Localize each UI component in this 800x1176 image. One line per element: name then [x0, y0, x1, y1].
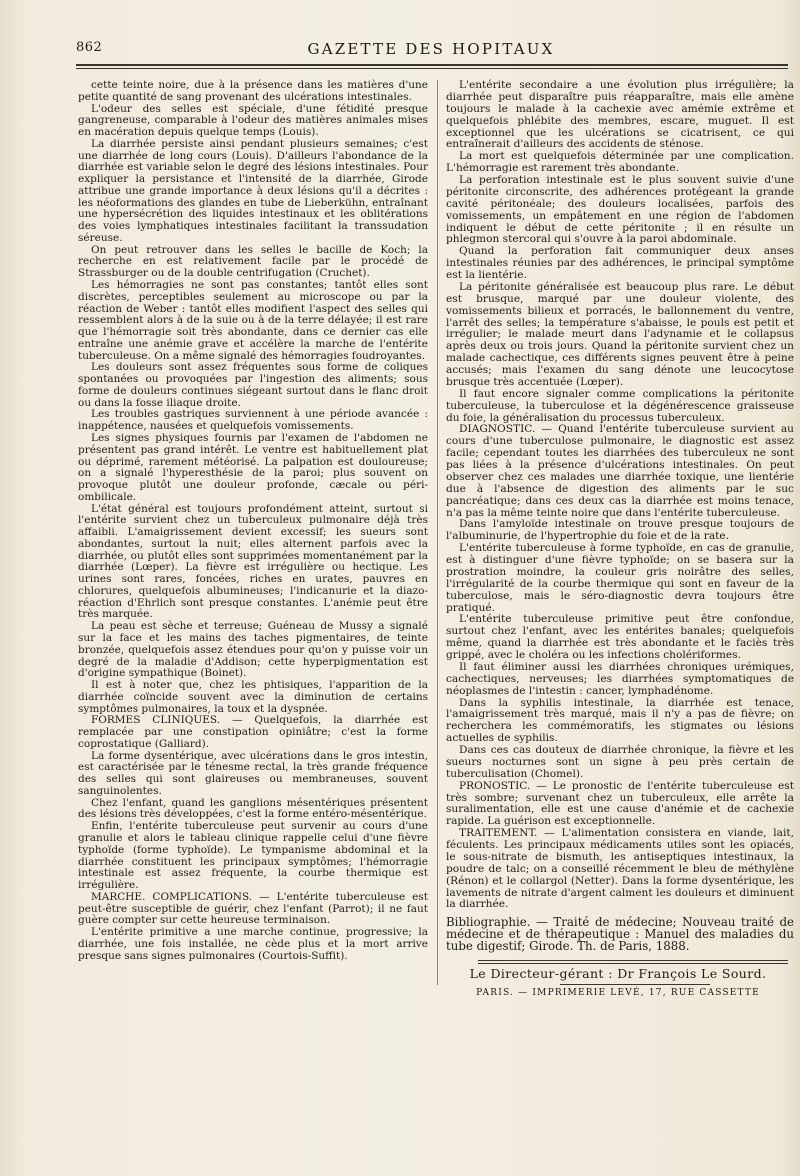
paragraph: Il faut encore signaler comme complications la péritonite tuberculeuse, la tuberculose et la dégénérescence graisseuse du foie, la généralisation du processus tuberculeux. — [446, 387, 794, 424]
paragraph: L'entérite secondaire a une évolution plus irrégulière; la diarrhée peut disparaître puis réapparaître, mais elle amène toujours le malade à la cachexie avec amémie extrême et quelquefois phlébite des membres, escare, muguet. Il est exceptionnel que les ulcérations se cicatrisent, ce qui entraînerait d'ailleurs des accidents de sténose. — [446, 79, 794, 151]
paragraph: L'entérite tuberculeuse primitive peut être confondue, surtout chez l'enfant, avec les entérites banales; quelquefois même, quand la diarrhée est très abondante et le faciès très grippé, avec le choléra ou les infections cholériformes. — [446, 613, 794, 661]
header-rule-thin — [76, 68, 788, 69]
paragraph: Quand la perforation fait communiquer deux anses intestinales réunies par des adhérences, le principal symptôme est la lientérie. — [446, 245, 794, 281]
paragraph: FORMES CLINIQUES. — Quelquefois, la diarrhée est remplacée par une constipation opiniâtre; c'est la forme coprostatique (Galliard). — [78, 714, 428, 750]
right-column — [446, 80, 794, 953]
paragraph: Chez l'enfant, quand les ganglions mésentériques présentent des lésions très développées, c'est la forme entéro-mésentérique. — [78, 796, 428, 821]
printer-line: PARIS. — IMPRIMERIE LEVÉ, 17, RUE CASSETTE — [476, 988, 760, 998]
column-divider — [437, 80, 438, 985]
paragraph: Enfin, l'entérite tuberculeuse peut survenir au cours d'une granulie et alors le tableau clinique rappelle celui d'une fièvre typhoïde (forme typhoïde). Le tympanisme abdominal et la diarrhée constituent les principaux symptômes; l'hémorragie intestinale est assez fréquente, la courbe thermique est irrégulière. — [78, 820, 428, 892]
page-header — [76, 40, 786, 62]
paragraph: Dans ces cas douteux de diarrhée chronique, la fièvre et les sueurs nocturnes sont un signe à peu près certain de tuberculisation (Chomel). — [446, 744, 794, 780]
left-column — [78, 80, 428, 962]
paragraph: Il est à noter que, chez les phtisiques, l'apparition de la diarrhée coïncide souvent avec la diminution de certains symptômes pulmonaires, la toux et la dyspnée. — [78, 679, 428, 715]
footer-short-rule — [560, 984, 710, 985]
paragraph: La forme dysentérique, avec ulcérations dans le gros intestin, est caractérisée par le ténesme rectal, la très grande fréquence des selles qui sont glaireuses ou membraneuses, souvent sanguinolentes. — [78, 749, 428, 797]
paragraph: L'état général est toujours profondément atteint, surtout si l'entérite survient chez un tuberculeux pulmonaire déjà très affaibli. L'amaigrissement devient excessif; les sueurs sont abondantes, surtout la nuit; elles alternent parfois avec la diarrhée, ou plutôt elles sont supprimées momentanément par la diarrhée (Lœper). La fièvre est irrégulière ou hectique. Les urines sont rares, foncées, riches en urates, pauvres en chlorures, quelquefois albumineuses; l'indicanurie et la diazo-réaction d'Ehrlich sont presque constantes. L'anémie peut être très marquée. — [78, 502, 428, 621]
paragraph: MARCHE. COMPLICATIONS. — L'entérite tuberculeuse est peut-être susceptible de guérir, chez l'enfant (Parrot); il ne faut guère compter sur cette heureuse terminaison. — [78, 890, 428, 927]
paragraph: L'entérite primitive a une marche continue, progressive; la diarrhée, une fois installée, ne cède plus et la mort arrive presque sans signes pulmonaires (Courtois-Suffit). — [78, 926, 428, 962]
paragraph: La diarrhée persiste ainsi pendant plusieurs semaines; c'est une diarrhée de long cours (Louis). D'ailleurs l'abondance de la diarrhée est variable selon le degré des lésions intestinales. Pour expliquer la persistance et l'intensité de la diarrhée, Girode attribue une grande importance à deux lésions qu'il a décrites : les néoformations des glandes en tube de Lieberkühn, entraînant une hypersécrétion des liquides intestinaux et les oblitérations des voies lymphatiques intestinales facilitant la transsudation séreuse. — [78, 137, 428, 244]
paragraph: DIAGNOSTIC. — Quand l'entérite tuberculeuse survient au cours d'une tuberculose pulmonaire, le diagnostic est assez facile; cependant toutes les diarrhées des tuberculeux ne sont pas liées à la présence d'ulcérations intestinales. On peut observer chez ces malades une diarrhée toxique, une lientérie due à l'absence de digestion des aliments par le suc pancréatique; dans ces deux cas la diarrhée est moins tenace, n'a pas la même teinte noire que dans l'entérite tuberculeuse. — [446, 423, 794, 519]
footer-rule — [478, 960, 788, 961]
journal-title: GAZETTE DES HOPITAUX — [307, 40, 555, 58]
paragraph: La peau est sèche et terreuse; Guéneau de Mussy a signalé sur la face et les mains des taches pigmentaires, de teinte bronzée, quelquefois assez étendues pour qu'on y puisse voir un degré de la maladie d'Addison; cette hyperpigmentation est d'origine sympathique (Boinet). — [78, 620, 428, 680]
paragraph: Les douleurs sont assez fréquentes sous forme de coliques spontanées ou provoquées par l'ingestion des aliments; sous forme de douleurs continues siégeant surtout dans le flanc droit ou dans la fosse iliaque droite. — [78, 361, 428, 409]
paragraph: PRONOSTIC. — Le pronostic de l'entérite tuberculeuse est très sombre; survenant chez un tuberculeux, elle arrête la suralimentation, elle est une cause d'anémie et de cachexie rapide. La guérison est exceptionnelle. — [446, 779, 794, 828]
paragraph: L'odeur des selles est spéciale, d'une fétidité presque gangreneuse, comparable à l'odeur des matières animales mises en macération depuis quelque temps (Louis). — [78, 102, 428, 139]
paragraph: Il faut éliminer aussi les diarrhées chroniques urémiques, cachectiques, nerveuses; les diarrhées symptomatiques de néoplasmes de l'intestin : cancer, lymphadénome. — [446, 660, 794, 697]
paragraph: Dans la syphilis intestinale, la diarrhée est tenace, l'amaigrissement très marqué, mais il n'y a pas de fièvre; on recherchera les commémoratifs, les stigmates ou lésions actuelles de syphilis. — [446, 696, 794, 745]
paragraph: Les troubles gastriques surviennent à une période avancée : inappétence, nausées et quelquefois vomissements. — [78, 408, 428, 433]
bibliography: Bibliographie. — Traité de médecine; Nouveau traité de médecine et de thérapeutique : Manuel des maladies du tube digestif; Girode. Th. de Paris, 1888. — [446, 915, 794, 953]
paragraph: La perforation intestinale est le plus souvent suivie d'une péritonite circonscrite, des adhérences protégeant la grande cavité péritonéale; des douleurs localisées, parfois des vomissements, un empâtement en une région de l'abdomen indiquent le début de cette péritonite ; il en résulte un phlegmon stercoral qui s'ouvre à la paroi abdominale. — [446, 174, 794, 246]
paragraph: Les hémorragies ne sont pas constantes; tantôt elles sont discrètes, perceptibles seulement au microscope ou par la réaction de Weber : tantôt elles modifient l'aspect des selles qui ressemblent alors à de la suie ou à de la terre délayée; il est rare que l'hémorragie soit très abondante, dans ce dernier cas elle entraîne une anémie grave et accélère la marche de l'entérite tuberculeuse. On a même signalé des hémorragies foudroyantes. — [78, 279, 428, 362]
paragraph: La péritonite généralisée est beaucoup plus rare. Le début est brusque, marqué par une douleur violente, des vomissements bilieux et porracés, le ballonnement du ventre, l'arrêt des selles; la température s'abaisse, le pouls est petit et irrégulier; le malade meurt dans l'adynamie et le collapsus après deux ou trois jours. Quand la péritonite survient chez un malade cachectique, ces différents signes peuvent être à peine accusés; mais l'examen du sang dénote une leucocytose brusque très accentuée (Lœper). — [446, 280, 794, 388]
paragraph: On peut retrouver dans les selles le bacille de Koch; la recherche en est relativement facile par le procédé de Strassburger ou de la double centrifugation (Cruchet). — [78, 243, 428, 280]
paragraph: TRAITEMENT. — L'alimentation consistera en viande, lait, féculents. Les principaux médicaments utiles sont les opiacés, le sous-nitrate de bismuth, les antiseptiques intestinaux, la poudre de talc; on a conseillé récemment le bleu de méthylène (Rénon) et le collargol (Netter). Dans la forme dysentérique, les lavements de nitrate d'argent calment les douleurs et diminuent la diarrhée. — [446, 827, 794, 911]
director-manager-line: Le Directeur-gérant : Dr François Le Sourd. — [469, 966, 767, 981]
paragraph: cette teinte noire, due à la présence dans les matières d'une petite quantité de sang provenant des ulcérations intestinales. — [78, 79, 428, 103]
paragraph: Dans l'amyloïde intestinale on trouve presque toujours de l'albuminurie, de l'hypertrophie du foie et de la rate. — [446, 518, 794, 543]
page-number: 862 — [76, 40, 103, 55]
right-column-paragraphs — [446, 80, 794, 911]
header-rule — [76, 64, 788, 66]
paragraph: La mort est quelquefois déterminée par une complication. L'hémorragie est rarement très abondante. — [446, 150, 794, 175]
paragraph: L'entérite tuberculeuse à forme typhoïde, en cas de granulie, est à distinguer d'une fièvre typhoïde; on se basera sur la prostration moindre, la couleur gris noirâtre des selles, l'irrégularité de la courbe thermique qui sont en faveur de la tuberculose, mais le séro-diagnostic devra toujours être pratiqué. — [446, 542, 794, 614]
footer-rule-2 — [478, 963, 788, 964]
paragraph: Les signes physiques fournis par l'examen de l'abdomen ne présentent pas grand intérêt. Le ventre est habituellement plat ou déprimé, rarement météorisé. La palpation est douloureuse; on a signalé l'hyperesthésie de la paroi; plus souvent on provoque plutôt une douleur profonde, cæcale ou péri-ombilicale. — [78, 431, 428, 503]
